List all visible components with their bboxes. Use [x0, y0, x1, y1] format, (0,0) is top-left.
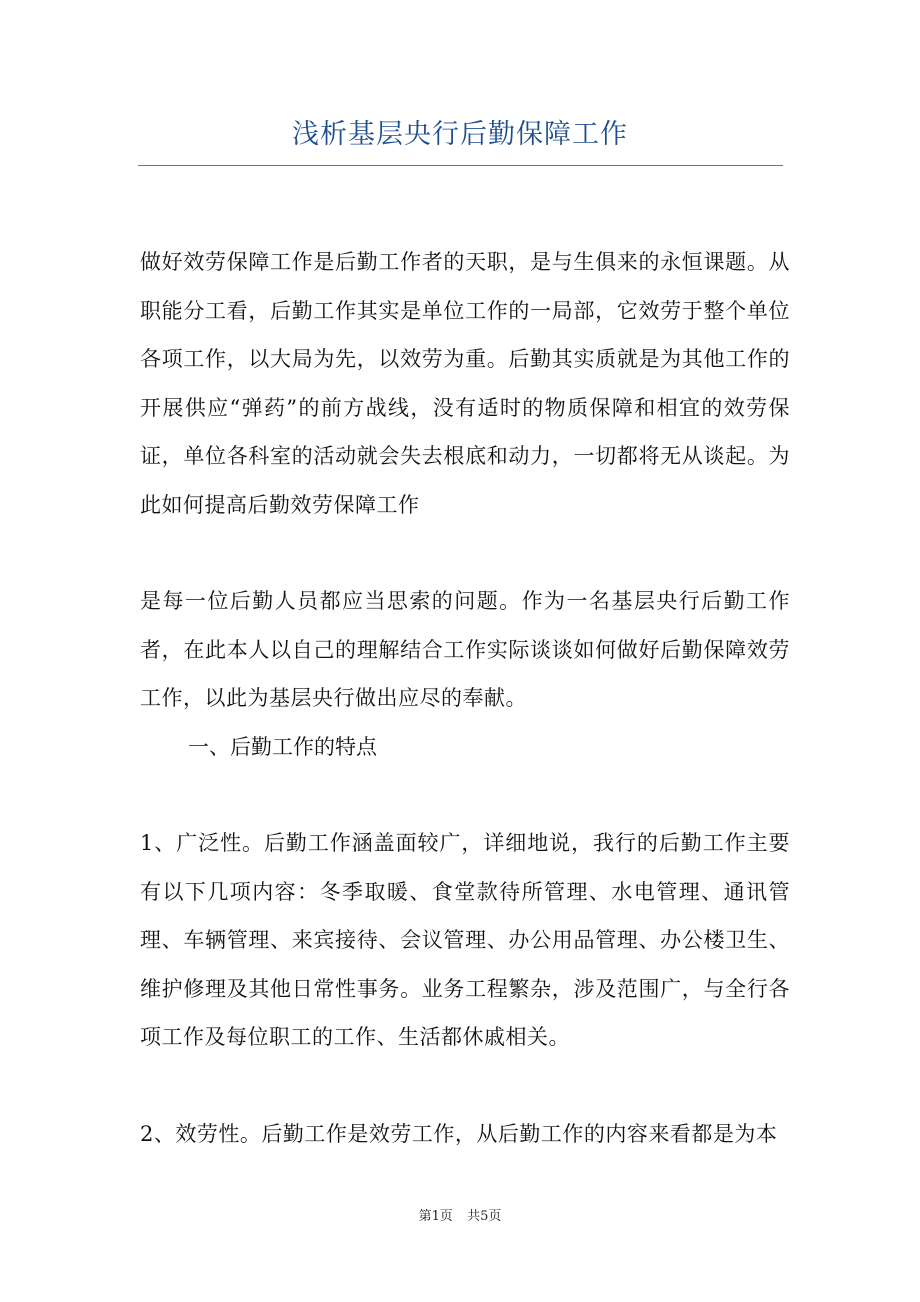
page-number: 第1页	[418, 1209, 453, 1224]
section-heading: 一、后勤工作的特点	[188, 734, 377, 759]
document-title: 浅析基层央行后勤保障工作	[292, 119, 628, 150]
paragraph-point-2: 2、效劳性。后勤工作是效劳工作，从后勤工作的内容来看都是为本	[140, 1121, 778, 1146]
paragraph-gap	[140, 529, 790, 577]
paragraph-gap	[140, 1062, 790, 1110]
paragraph-continuation: 是每一位后勤人员都应当思索的问题。作为一名基层央行后勤工作者，在此本人以自己的理解结合工作实际谈谈如何做好后勤保障效劳工作，以此为基层央行做出应尽的奉献。	[140, 589, 790, 710]
page-total: 共5页	[467, 1209, 502, 1224]
paragraph-gap	[140, 771, 790, 819]
paragraph-point-1: 1、广泛性。后勤工作涵盖面较广，详细地说，我行的后勤工作主要有以下几项内容：冬季取暖、食堂款待所管理、水电管理、通讯管理、车辆管理、来宾接待、会议管理、办公用品管理、办公楼卫生、维护修理及其他日常性事务。业务工程繁杂，涉及范围广，与全行各项工作及每位职工的工作、生活都休戚相关。	[140, 831, 790, 1049]
page-footer	[0, 1205, 920, 1224]
document-body	[140, 238, 790, 1158]
title-underline	[138, 165, 783, 166]
paragraph-intro: 做好效劳保障工作是后勤工作者的天职，是与生俱来的永恒课题。从职能分工看，后勤工作其实是单位工作的一局部，它效劳于整个单位各项工作，以大局为先，以效劳为重。后勤其实质就是为其他工作的开展供应“弹药”的前方战线，没有适时的物质保障和相宜的效劳保证，单位各科室的活动就会失去根底和动力，一切都将无从谈起。为此如何提高后勤效劳保障工作	[140, 250, 790, 517]
